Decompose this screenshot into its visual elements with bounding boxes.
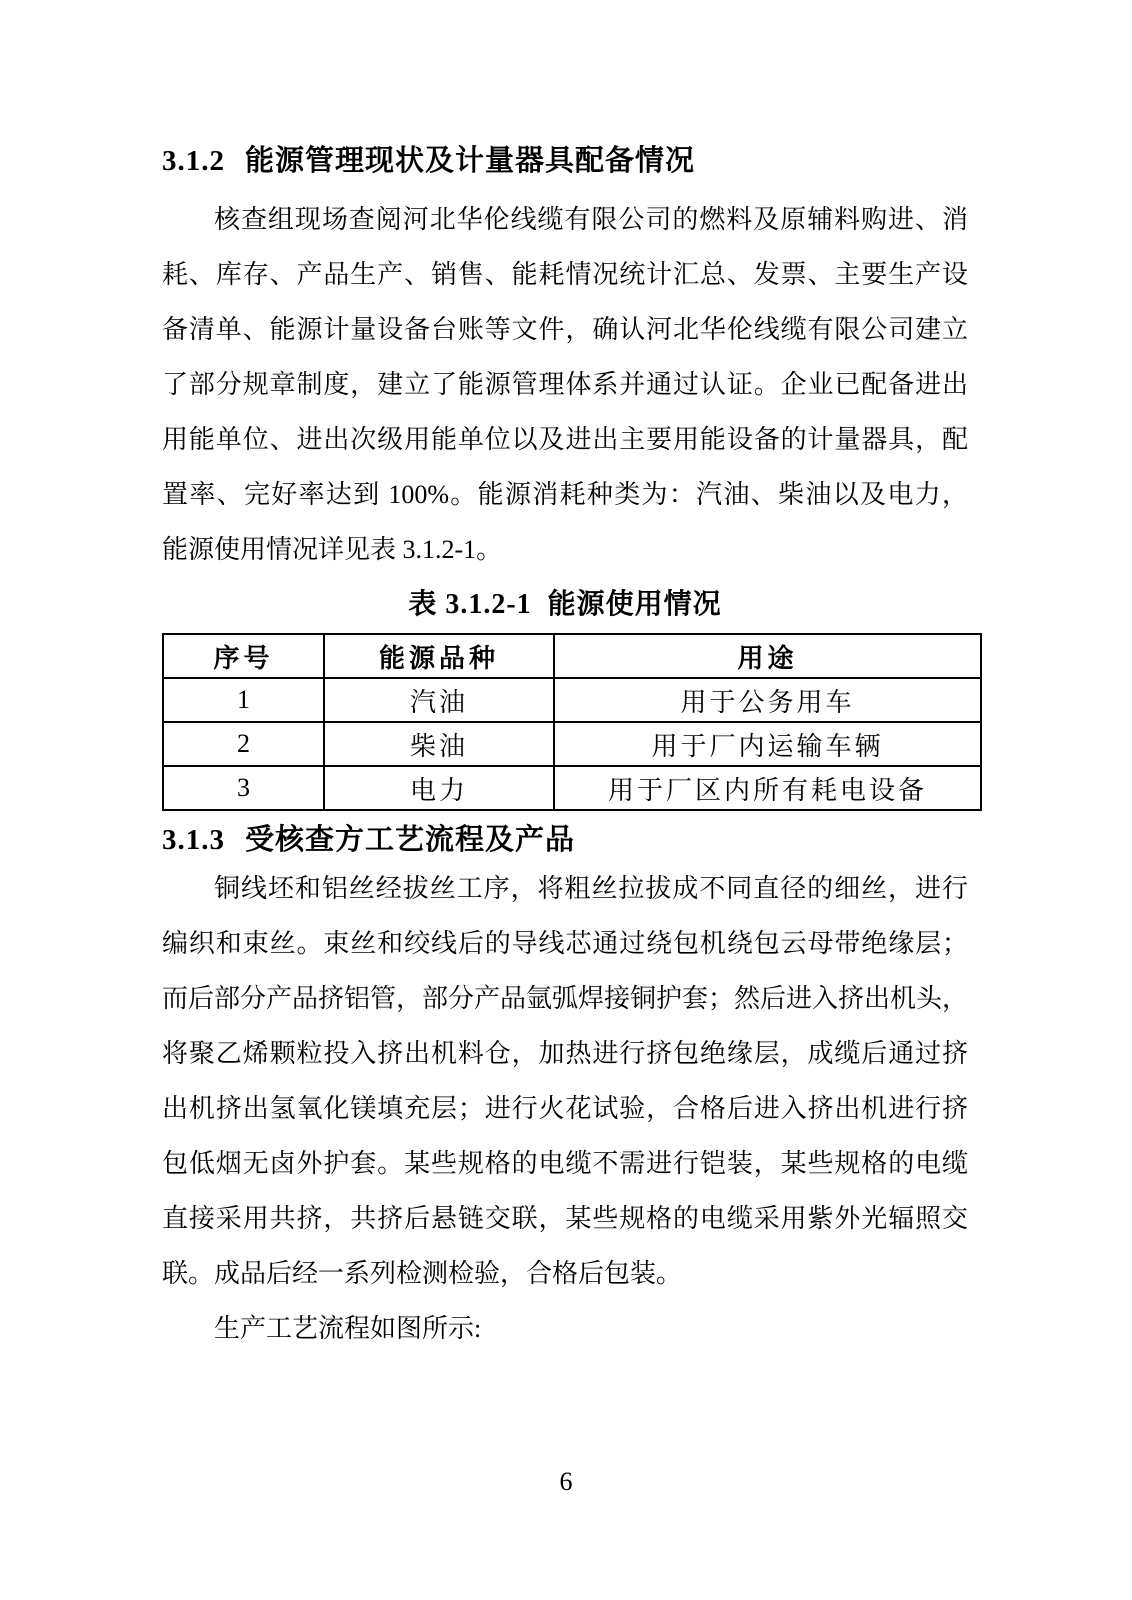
paragraph-line: 备清单、能源计量设备台账等文件，确认河北华伦线缆有限公司建立 [162,315,968,344]
table-cell: 用于公务用车 [554,678,981,722]
process-flow-lead: 生产工艺流程如图所示: [214,1314,482,1343]
paragraph-line: 出机挤出氢氧化镁填充层；进行火花试验，合格后进入挤出机进行挤 [162,1094,968,1123]
table-cell: 1 [163,678,324,722]
paragraph-line: 铜线坯和铝丝经拔丝工序，将粗丝拉拔成不同直径的细丝，进行 [214,874,968,903]
table-header-cell: 用途 [554,634,981,678]
section-title: 受核查方工艺流程及产品 [245,824,576,856]
table-cell: 汽油 [324,678,554,722]
paragraph-line: 联。成品后经一系列检测检验，合格后包装。 [162,1259,683,1288]
paragraph-line: 能源使用情况详见表 3.1.2-1。 [162,535,503,564]
table-row [163,722,981,766]
table-cell: 用于厂内运输车辆 [554,722,981,766]
section-heading-3-1-3 [162,819,968,861]
table-cell: 柴油 [324,722,554,766]
paragraph-line: 将聚乙烯颗粒投入挤出机料仓，加热进行挤包绝缘层，成缆后通过挤 [162,1039,968,1068]
paragraph-line: 耗、库存、产品生产、销售、能耗情况统计汇总、发票、主要生产设 [162,260,968,289]
paragraph-line: 而后部分产品挤铝管，部分产品氩弧焊接铜护套；然后进入挤出机头， [162,984,968,1013]
page-content [162,0,968,1356]
table-cell: 2 [163,722,324,766]
table-cell: 3 [163,766,324,810]
paragraph-line: 编织和束丝。束丝和绞线后的导线芯通过绕包机绕包云母带绝缘层； [162,929,968,958]
table-header-cell: 序号 [163,634,324,678]
table-row [163,766,981,810]
paragraph-line: 直接采用共挤，共挤后悬链交联，某些规格的电缆采用紫外光辐照交 [162,1204,968,1233]
table-header-cell: 能源品种 [324,634,554,678]
table-row [163,678,981,722]
table-cell: 用于厂区内所有耗电设备 [554,766,981,810]
page-number: 6 [559,1467,573,1496]
energy-usage-table [162,633,982,811]
table-cell: 电力 [324,766,554,810]
paragraph-process-description [162,861,968,1301]
table-caption: 表 3.1.2-1 能源使用情况 [408,589,722,620]
section-number: 3.1.2 [162,145,225,177]
paragraph-line: 用能单位、进出次级用能单位以及进出主要用能设备的计量器具，配 [162,425,968,454]
paragraph-line: 核查组现场查阅河北华伦线缆有限公司的燃料及原辅料购进、消 [214,205,968,234]
paragraph-line: 了部分规章制度，建立了能源管理体系并通过认证。企业已配备进出 [162,370,968,399]
table-header-row [163,634,981,678]
section-number: 3.1.3 [162,824,225,856]
paragraph-energy-management [162,192,968,577]
paragraph-line: 置率、完好率达到 100%。能源消耗种类为：汽油、柴油以及电力， [162,480,968,509]
section-title: 能源管理现状及计量器具配备情况 [245,145,696,177]
section-heading-3-1-2 [162,140,968,182]
paragraph-line: 包低烟无卤外护套。某些规格的电缆不需进行铠装，某些规格的电缆 [162,1149,968,1178]
